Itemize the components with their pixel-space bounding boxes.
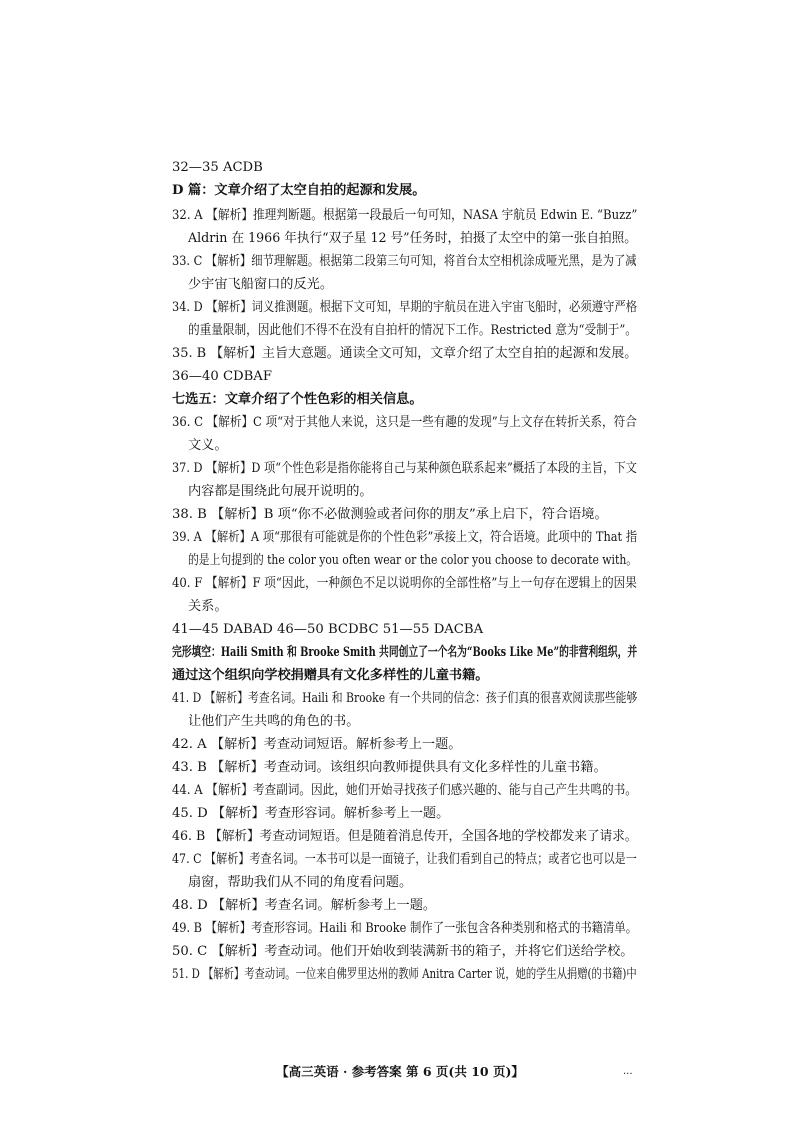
seven-choose-five-heading: 七选五：文章介绍了个性色彩的相关信息。 <box>172 392 423 407</box>
answer-group-32-35: 32—35 ACDB <box>172 160 263 175</box>
answer-33-line-2: 少宇宙飞船窗口的反光。 <box>188 277 334 292</box>
corner-mark: ... <box>623 1066 633 1077</box>
answer-34-line-2: 的重量限制，因此他们不得不在没有自拍杆的情况下工作。Restricted 意为“受制于”。 <box>188 323 637 338</box>
cloze-heading-line-1: 完形填空：Haili Smith 和 Brooke Smith 共同创立了一个名为“Books Like Me”的非营利组织，并 <box>172 645 638 660</box>
answer-35: 35. B 【解析】主旨大意题。通读全文可知，文章介绍了太空自拍的起源和发展。 <box>172 346 638 361</box>
answer-43: 43. B 【解析】考查动词。该组织向教师提供具有文化多样性的儿童书籍。 <box>172 760 607 775</box>
answer-32-line-1: 32. A 【解析】推理判断题。根据第一段最后一句可知，NASA 宇航员 Edwin E. “Buzz” <box>172 208 638 223</box>
answer-39-line-2: 的是上句提到的 the color you often wear or the color you choose to decorate with。 <box>188 553 638 568</box>
answer-group-41-55: 41—45 DABAD 46—50 BCDBC 51—55 DACBA <box>172 622 484 637</box>
answer-41-line-1: 41. D 【解析】考查名词。Haili 和 Brooke 有一个共同的信念：孩子们真的很喜欢阅读那些能够 <box>172 691 638 706</box>
section-d-heading: D 篇：文章介绍了太空自拍的起源和发展。 <box>172 183 426 198</box>
answer-41-line-2: 让他们产生共鸣的角色的书。 <box>188 714 360 729</box>
answer-40-line-2: 关系。 <box>188 599 228 614</box>
answer-50: 50. C 【解析】考查动词。他们开始收到装满新书的箱子，并将它们送给学校。 <box>172 944 634 959</box>
cloze-heading-line-2: 通过这个组织向学校捐赠具有文化多样性的儿童书籍。 <box>172 668 489 683</box>
answer-45: 45. D 【解析】考查形容词。解析参考上一题。 <box>172 806 450 821</box>
answer-46: 46. B 【解析】考查动词短语。但是随着消息传开，全国各地的学校都发来了请求。 <box>172 829 638 844</box>
answer-34-line-1: 34. D 【解析】词义推测题。根据下文可知，早期的宇航员在进入宇宙飞船时，必须遵守严格 <box>172 300 638 315</box>
page-footer: 【高三英语 · 参考答案 第 6 页(共 10 页)】 <box>276 1064 524 1079</box>
answer-32-line-2: Aldrin 在 1966 年执行“双子星 12 号”任务时，拍摄了太空中的第一张自拍照。 <box>188 231 637 246</box>
answer-49: 49. B 【解析】考查形容词。Haili 和 Brooke 制作了一张包含各种类别和格式的书籍清单。 <box>172 921 638 936</box>
answer-47-line-1: 47. C 【解析】考查名词。一本书可以是一面镜子，让我们看到自己的特点；或者它也可以是一 <box>172 852 637 867</box>
answer-37-line-1: 37. D 【解析】D 项“个性色彩是指你能将自己与某种颜色联系起来”概括了本段的主旨，下文 <box>172 461 637 476</box>
answer-44: 44. A 【解析】考查副词。因此，她们开始寻找孩子们感兴趣的、能与自己产生共鸣的书。 <box>172 783 637 798</box>
answer-47-line-2: 扇窗，帮助我们从不同的角度看问题。 <box>188 875 413 890</box>
answer-group-36-40: 36—40 CDBAF <box>172 369 272 384</box>
answer-33-line-1: 33. C 【解析】细节理解题。根据第二段第三句可知，将首台太空相机涂成哑光黑，是为了减 <box>172 254 637 269</box>
answer-37-line-2: 内容都是围绕此句展开说明的。 <box>188 484 373 499</box>
answer-36-line-1: 36. C 【解析】C 项“对于其他人来说，这只是一些有趣的发现”与上文存在转折关系，符合 <box>172 415 637 430</box>
answer-36-line-2: 文义。 <box>188 438 228 453</box>
answer-51: 51. D 【解析】考查动词。一位来自佛罗里达州的教师 Anitra Carter 说，她的学生从捐赠(的书籍)中 <box>172 967 637 982</box>
answer-40-line-1: 40. F 【解析】F 项“因此，一种颜色不足以说明你的全部性格”与上一句存在逻辑上的因果 <box>172 576 637 591</box>
answer-48: 48. D 【解析】考查名词。解析参考上一题。 <box>172 898 437 913</box>
answer-38: 38. B 【解析】B 项“你不必做测验或者问你的朋友”承上启下，符合语境。 <box>172 507 608 522</box>
answer-39-line-1: 39. A 【解析】A 项“那很有可能就是你的个性色彩”承接上文，符合语境。此项中的 That 指 <box>172 530 638 545</box>
answer-42: 42. A 【解析】考查动词短语。解析参考上一题。 <box>172 737 462 752</box>
